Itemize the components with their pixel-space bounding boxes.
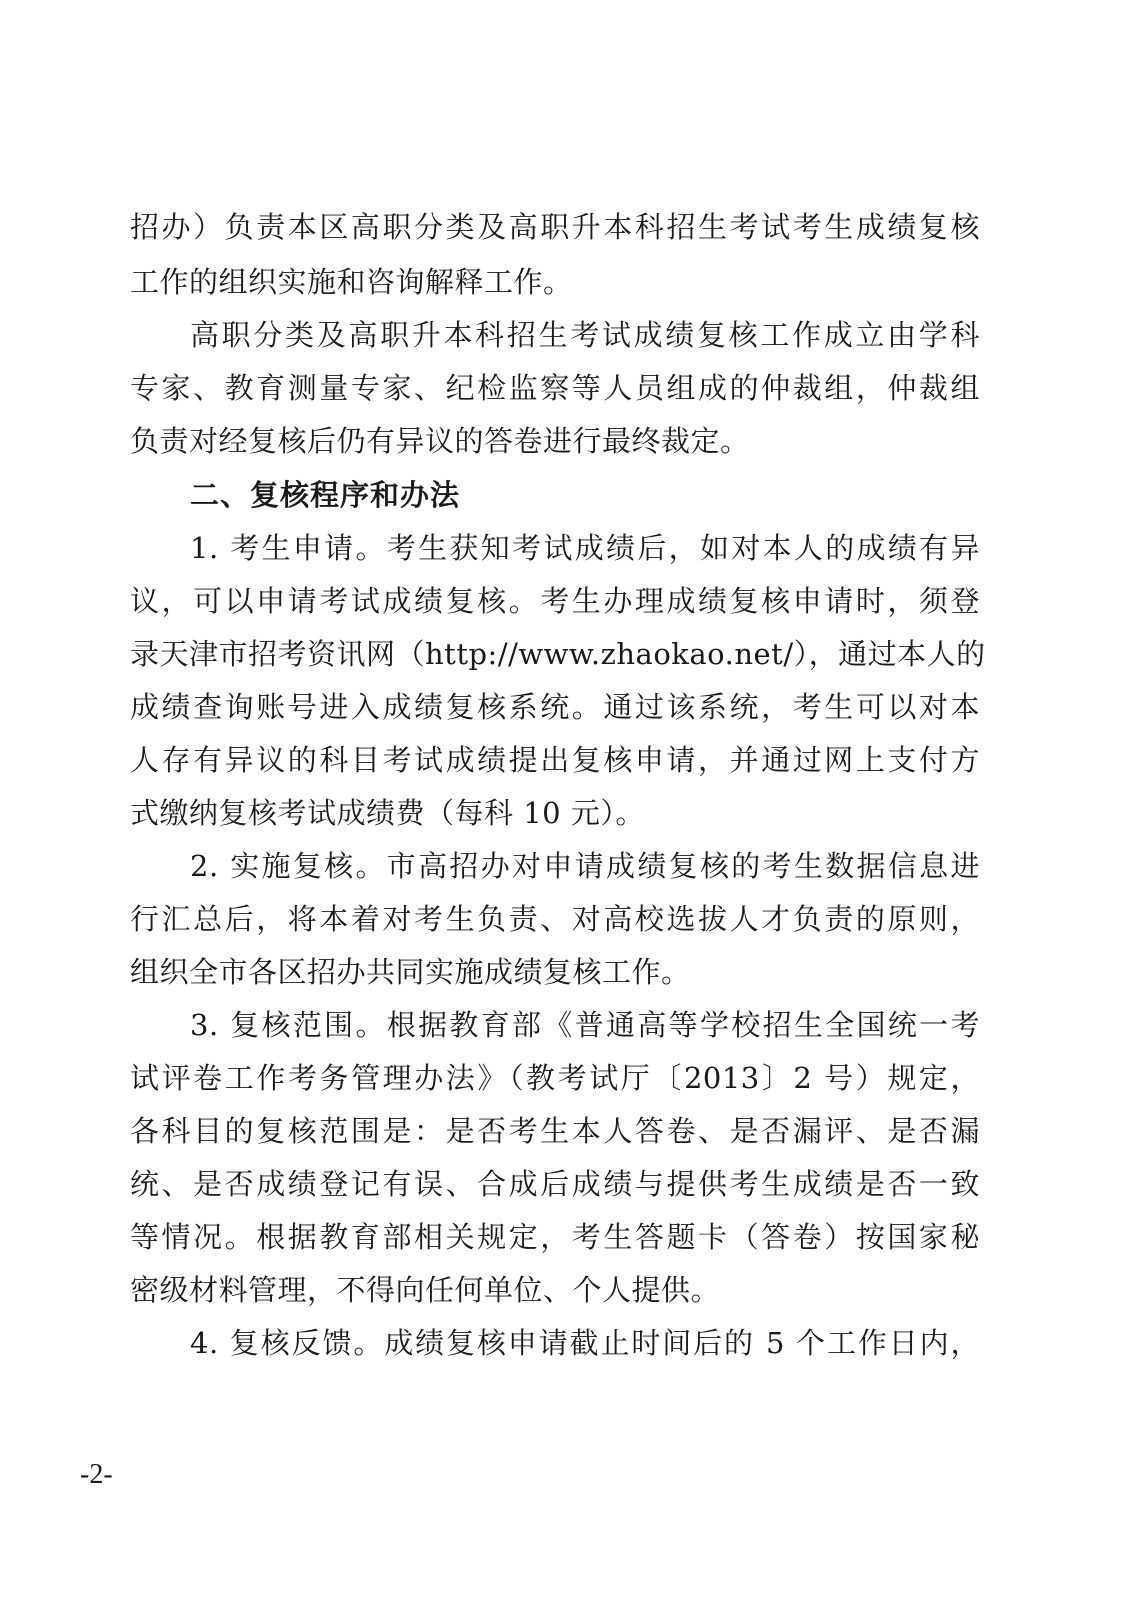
text-line: 组织全市各区招办共同实施成绩复核工作。 [130, 955, 691, 989]
text-line: 2. 实施复核。市高招办对申请成绩复核的考生数据信息进 [190, 849, 980, 883]
text-line: 专家、教育测量专家、纪检监察等人员组成的仲裁组，仲裁组 [130, 371, 980, 405]
text-line: 式缴纳复核考试成绩费（每科 10 元）。 [130, 796, 645, 830]
text-line: 4. 复核反馈。成绩复核申请截止时间后的 5 个工作日内， [190, 1326, 980, 1360]
text-line: 招办）负责本区高职分类及高职升本科招生考试考生成绩复核 [130, 210, 980, 244]
text-line: 等情况。根据教育部相关规定，考生答题卡（答卷）按国家秘 [130, 1220, 980, 1254]
text-line: 负责对经复核后仍有异议的答卷进行最终裁定。 [130, 424, 750, 458]
text-line: 议，可以申请考试成绩复核。考生办理成绩复核申请时，须登 [130, 584, 980, 618]
text-line: 行汇总后，将本着对考生负责、对高校选拔人才负责的原则， [130, 902, 980, 936]
section-heading: 二、复核程序和办法 [190, 478, 461, 512]
text-line: 人存有异议的科目考试成绩提出复核申请，并通过网上支付方 [130, 743, 980, 777]
page-number: -2- [80, 1459, 113, 1490]
text-line: 各科目的复核范围是：是否考生本人答卷、是否漏评、是否漏 [130, 1114, 980, 1148]
text-line: 录天津市招考资讯网（http://www.zhaokao.net/），通过本人的 [130, 637, 986, 671]
text-line: 成绩查询账号进入成绩复核系统。通过该系统，考生可以对本 [130, 690, 980, 724]
text-line: 高职分类及高职升本科招生考试成绩复核工作成立由学科 [190, 318, 980, 352]
text-line: 3. 复核范围。根据教育部《普通高等学校招生全国统一考 [190, 1008, 980, 1042]
text-line: 统、是否成绩登记有误、合成后成绩与提供考生成绩是否一致 [130, 1167, 980, 1201]
text-line: 1. 考生申请。考生获知考试成绩后，如对本人的成绩有异 [190, 531, 980, 565]
text-line: 密级材料管理，不得向任何单位、个人提供。 [130, 1273, 721, 1307]
text-line: 试评卷工作考务管理办法》（教考试厅〔2013〕2 号）规定， [130, 1061, 980, 1095]
text-line: 工作的组织实施和咨询解释工作。 [130, 265, 573, 299]
